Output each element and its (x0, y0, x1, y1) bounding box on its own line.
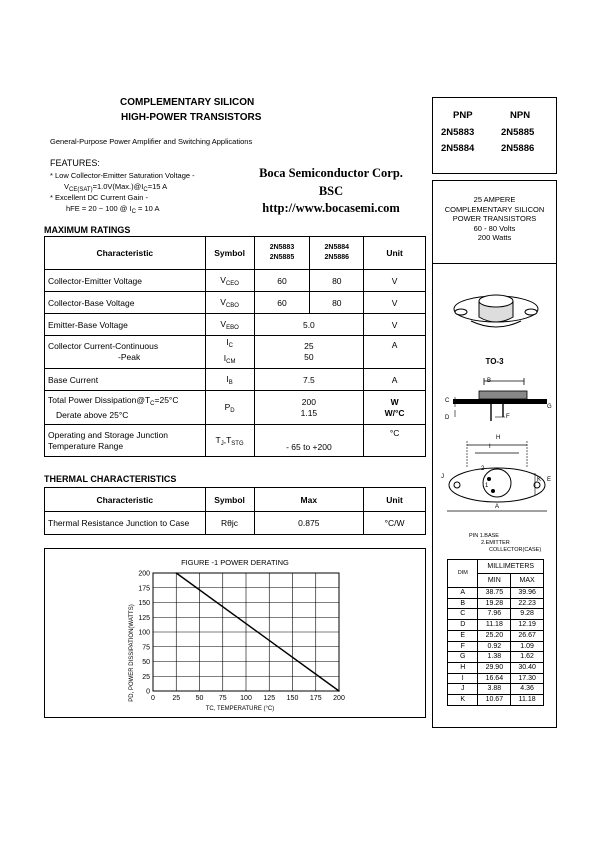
y-tick-label: 125 (138, 614, 150, 622)
col-characteristic: Characteristic (45, 488, 206, 512)
dim-min: 19.28 (478, 598, 511, 609)
table-row (45, 425, 426, 457)
row-unit: A (364, 369, 426, 391)
dim-min: 10.67 (478, 695, 511, 706)
dim-max: 30.40 (511, 662, 544, 673)
row-value: 200 1.15 (254, 391, 364, 425)
data-point (175, 572, 177, 574)
part-npn-2: 2N5886 (501, 143, 535, 154)
dim-max: 26.67 (511, 630, 544, 641)
y-tick-label: 150 (138, 600, 150, 607)
col-2n5884-2n5886: 2N5884 2N5886 (310, 237, 364, 270)
dim-header-row (448, 560, 544, 574)
dim-max: 12.19 (511, 620, 544, 631)
col-characteristic: Characteristic (45, 237, 206, 270)
col-max: MAX (511, 574, 544, 588)
dim-letter: F (448, 641, 478, 652)
dim-letter: H (448, 662, 478, 673)
dim-max: 4.36 (511, 684, 544, 695)
table-row (448, 684, 544, 695)
table-row (448, 588, 544, 599)
chart-frame (44, 548, 426, 718)
dim-label-b: B (487, 378, 492, 384)
max-ratings-heading: MAXIMUM RATINGS (44, 225, 131, 235)
row-char: Base Current (45, 369, 206, 391)
features-heading: FEATURES: (50, 158, 100, 168)
dim-label-a: A (495, 504, 500, 510)
data-point (338, 690, 340, 692)
row-value: 5.0 (254, 314, 364, 336)
dim-min: 11.18 (478, 620, 511, 631)
dim-min: 7.96 (478, 609, 511, 620)
x-tick-label: 125 (263, 695, 276, 702)
y-tick-label: 175 (138, 585, 150, 593)
feature-2-value: hFE = 20 ~ 100 @ $I_C = 10$ A (66, 204, 160, 215)
dim-min: 0.92 (478, 641, 511, 652)
row-symbol: $I_B$ (205, 369, 254, 391)
npn-label: NPN (510, 110, 531, 121)
table-row (448, 630, 544, 641)
dim-letter: A (448, 588, 478, 599)
spec-text: 25 AMPERE COMPLEMENTARY SILICON POWER TRANSISTORS 60 - 80 Volts 200 Watts (444, 195, 545, 243)
table-row (45, 369, 426, 391)
part-number-box (432, 97, 557, 174)
x-tick-label: 200 (333, 695, 345, 702)
x-tick-label: 50 (195, 695, 204, 702)
y-tick-label: 75 (142, 644, 150, 652)
subtitle: General-Purpose Power Amplifier and Switching Applications (50, 137, 253, 146)
table-row (45, 512, 426, 535)
table-row (448, 695, 544, 706)
row-unit: °C (364, 425, 426, 457)
power-derating-chart (45, 549, 425, 717)
table-row (45, 314, 426, 336)
dim-letter: E (448, 630, 478, 641)
dim-max: 1.09 (511, 641, 544, 652)
dim-letter: B (448, 598, 478, 609)
dim-body (448, 588, 544, 706)
row-value: 60 (254, 292, 310, 314)
dim-min: 25.20 (478, 630, 511, 641)
row-char: Emitter-Base Voltage (45, 314, 206, 336)
x-tick-label: 0 (151, 695, 155, 702)
row-symbol: Rθjc (205, 512, 254, 535)
row-char: Operating and Storage Junction Temperature Range (45, 425, 206, 457)
pin-label-2: 2 (481, 466, 485, 472)
x-tick-label: 175 (309, 695, 322, 702)
part-pnp-2: 2N5884 (441, 143, 475, 154)
y-tick-label: 0 (146, 688, 150, 696)
feature-1-label: * Low Collector-Emitter Saturation Voltage - (50, 171, 195, 180)
row-value: 80 (310, 292, 364, 314)
pnp-label: PNP (453, 110, 473, 121)
dim-label-h: H (496, 435, 501, 441)
dimension-table (447, 559, 544, 706)
dim-min: 38.75 (478, 588, 511, 599)
max-ratings-table (44, 236, 426, 457)
row-value: 60 (254, 270, 310, 292)
row-char: Collector-Base Voltage (45, 292, 206, 314)
package-name: TO-3 (485, 357, 504, 366)
package-side-view (439, 377, 551, 435)
table-header-row (45, 237, 426, 270)
row-symbol: $I_C$ $I_{CM}$ (205, 336, 254, 369)
table-header-row (45, 488, 426, 512)
col-max: Max (254, 488, 364, 512)
table-row (45, 270, 426, 292)
dim-label-d: D (445, 415, 450, 421)
table-row (448, 598, 544, 609)
table-row (448, 652, 544, 663)
chart-xlabel: TC, TEMPERATURE (°C) (205, 706, 275, 712)
row-symbol: $P_D$ (205, 391, 254, 425)
dim-letter: C (448, 609, 478, 620)
to3-package-icon (451, 287, 541, 339)
col-symbol: Symbol (205, 237, 254, 270)
table-row (448, 620, 544, 631)
col-2n5883-2n5885: 2N5883 2N5885 (254, 237, 310, 270)
row-unit: V (364, 270, 426, 292)
row-unit: V (364, 314, 426, 336)
table-row (448, 641, 544, 652)
dim-letter: I (448, 673, 478, 684)
row-value: 25 50 (254, 336, 364, 369)
dim-min: 29.90 (478, 662, 511, 673)
chart-ylabel: PD, POWER DISSIPATION(WATTS) (129, 604, 135, 702)
y-tick-label: 25 (142, 673, 150, 681)
dim-max: 17.30 (511, 673, 544, 684)
dim-max: 22.23 (511, 598, 544, 609)
feature-2-label: * Excellent DC Current Gain - (50, 193, 148, 202)
dim-max: 39.96 (511, 588, 544, 599)
dim-letter: G (448, 652, 478, 663)
dim-label-f: F (506, 414, 510, 420)
row-unit: W W/°C (364, 391, 426, 425)
dim-letter: D (448, 620, 478, 631)
x-tick-label: 75 (218, 695, 227, 702)
table-row (45, 391, 426, 425)
title-line1: COMPLEMENTARY SILICON (120, 97, 255, 108)
dim-max: 11.18 (511, 695, 544, 706)
col-unit: Unit (364, 488, 426, 512)
table-row (448, 662, 544, 673)
divider (433, 263, 556, 264)
row-char: Collector-Emitter Voltage (45, 270, 206, 292)
package-box (432, 180, 557, 728)
dim-letter: J (448, 684, 478, 695)
row-unit: V (364, 292, 426, 314)
part-pnp-1: 2N5883 (441, 127, 475, 138)
col-unit: Unit (364, 237, 426, 270)
feature-1-value: $V_{CE(SAT)}=1.0V(Max.)@I_C=15$ A (64, 182, 168, 193)
dim-label-j: J (441, 474, 444, 480)
pin-legend: PIN 1.BASE 2.EMITTER COLLECTOR(CASE) (469, 533, 542, 553)
dim-label-k: K (537, 477, 542, 483)
dim-min: 1.38 (478, 652, 511, 663)
company-abbr: BSC (318, 184, 344, 198)
table-row (448, 609, 544, 620)
dim-max: 1.62 (511, 652, 544, 663)
y-tick-label: 50 (142, 659, 150, 666)
part-npn-1: 2N5885 (501, 127, 535, 138)
col-millimeters: MILLIMETERS (478, 560, 544, 574)
dim-label-g: G (547, 404, 552, 410)
row-char: Collector Current-Continuous -Peak (45, 336, 206, 369)
row-char: Thermal Resistance Junction to Case (45, 512, 206, 535)
col-min: MIN (478, 574, 511, 588)
dim-letter: K (448, 695, 478, 706)
x-tick-label: 25 (172, 695, 181, 702)
row-value: 7.5 (254, 369, 364, 391)
row-unit: °C/W (364, 512, 426, 535)
row-value: 0.875 (254, 512, 364, 535)
x-tick-label: 150 (286, 695, 299, 702)
row-symbol: $V_{CEO}$ (205, 270, 254, 292)
col-symbol: Symbol (205, 488, 254, 512)
row-symbol: $V_{CBO}$ (205, 292, 254, 314)
thermal-table (44, 487, 426, 535)
row-symbol: $T_J,T_{STG}$ (205, 425, 254, 457)
dim-min: 3.88 (478, 684, 511, 695)
title-line2: HIGH-POWER TRANSISTORS (121, 112, 262, 123)
dim-label-e: E (547, 477, 552, 483)
x-tick-label: 100 (240, 695, 252, 702)
chart-title: FIGURE -1 POWER DERATING (181, 558, 289, 567)
table-row (448, 673, 544, 684)
row-unit: A (364, 336, 426, 369)
pin-label-1: 1 (485, 483, 489, 489)
row-value: 80 (310, 270, 364, 292)
dim-max: 9.28 (511, 609, 544, 620)
dim-label-i: I (489, 444, 491, 450)
row-char: Total Power $Dissipation@T_C=25^\circ C$ Derate above 25°C (45, 391, 206, 425)
y-tick-label: 200 (138, 570, 150, 578)
thermal-heading: THERMAL CHARACTERISTICS (44, 474, 177, 484)
row-symbol: $V_{EBO}$ (205, 314, 254, 336)
company-name: Boca Semiconductor Corp. (259, 166, 403, 180)
table-row (45, 336, 426, 369)
col-dim: DIM (448, 560, 478, 588)
company-url[interactable]: http://www.bocasemi.com (262, 201, 400, 215)
row-value: - 65 to +200 (254, 425, 364, 457)
y-tick-label: 100 (138, 629, 150, 637)
dim-label-c: C (445, 398, 450, 404)
dim-min: 16.64 (478, 673, 511, 684)
table-row (45, 292, 426, 314)
